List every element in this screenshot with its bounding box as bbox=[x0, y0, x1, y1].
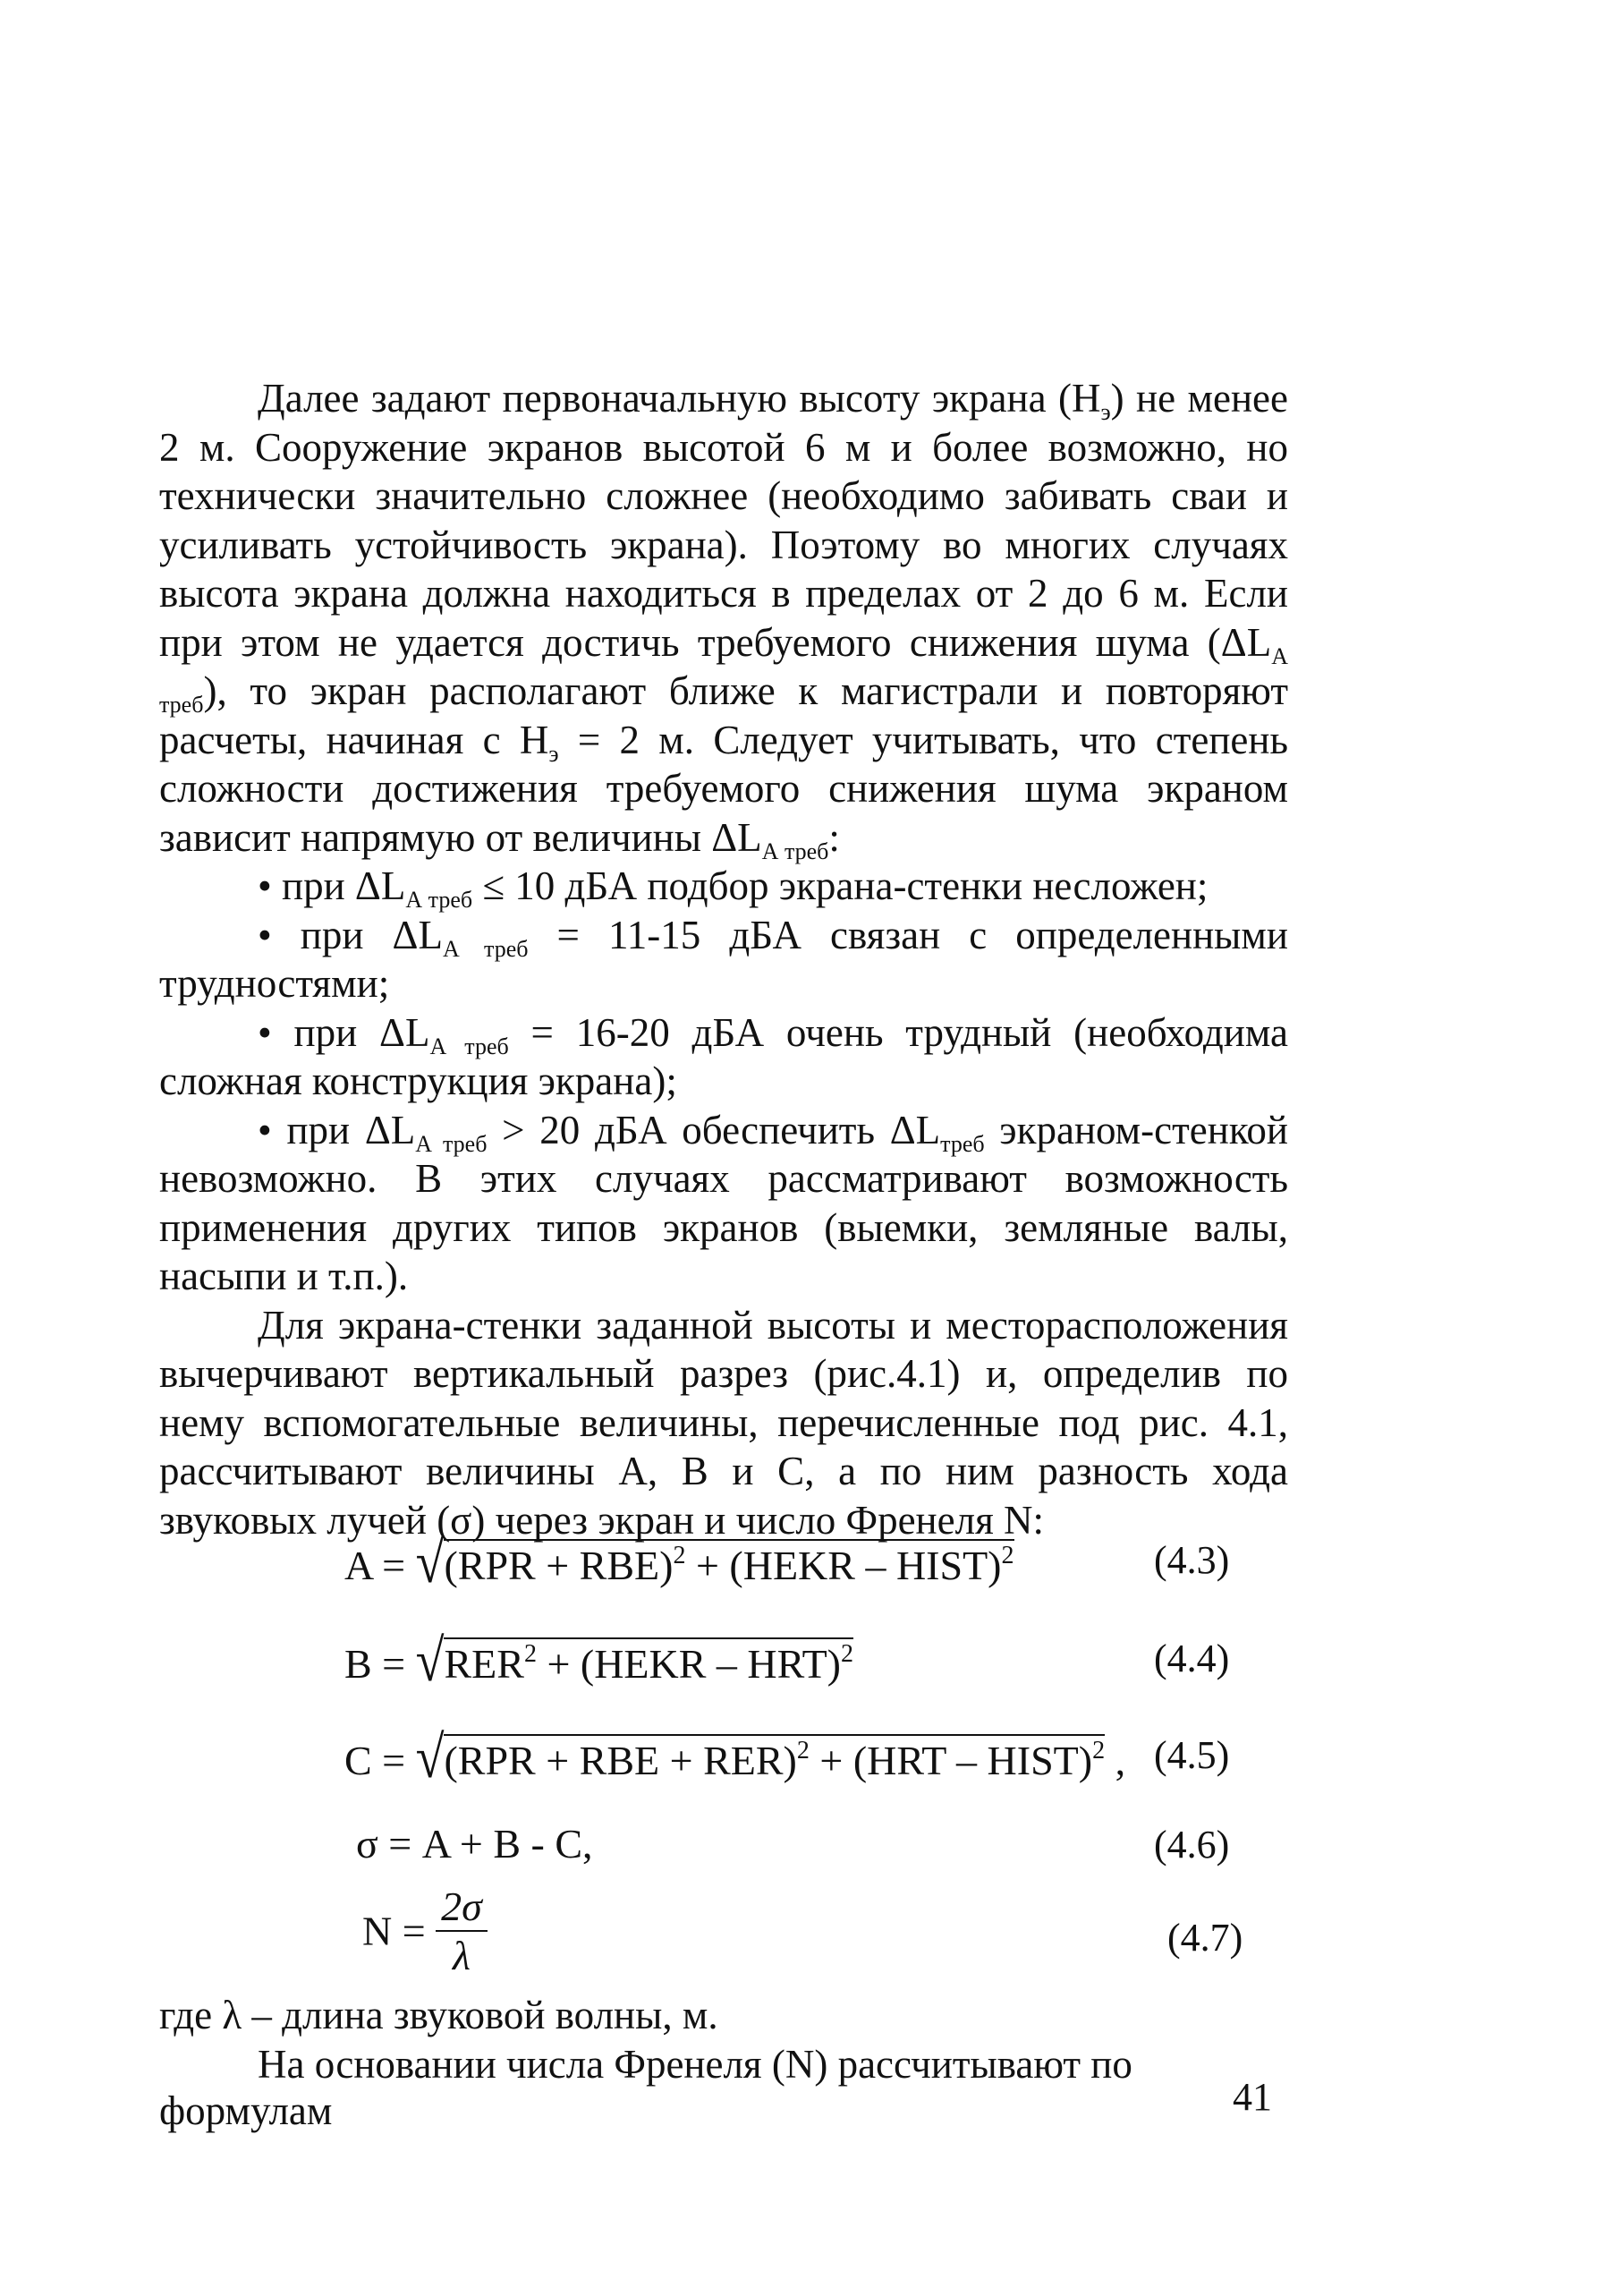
sqrt-symbol: √ bbox=[415, 1627, 445, 1694]
paragraph-screen: Для экрана-стенки заданной высоты и месторасположения вычерчивают вертикальный разрез (рис.4.1) и, определив по нему вспомогательные величины, перечисленные под рис. 4.1, рассчитывают величины А, В и С, а по ним разность хода звуковых лучей (σ) через экран и число Френеля N: bbox=[159, 1302, 1288, 1543]
formula-a: A = √(RPR + RBE)$^2$ + (HEKR – HIST)$^2$ bbox=[344, 1528, 1014, 1595]
bullet-item: • при $\Delta L_{А треб} \le 10$ дБА подбор экрана-стенки несложен; bbox=[258, 863, 1209, 913]
formula-sigma: σ = A + B - C, bbox=[356, 1821, 593, 1867]
formula-c: C = √(RPR + RBE + RER)$^2$ + (HRT – HIST)$^2$ , bbox=[344, 1723, 1126, 1790]
formula-number: (4.7) bbox=[1167, 1916, 1243, 1960]
bullet-item: • при $\Delta L_{А треб} = 11-15$ дБА связан с определенными трудностями; bbox=[159, 912, 1288, 1006]
formula-number: (4.4) bbox=[1154, 1637, 1230, 1680]
formula-fresnel: N = $\frac{2\sigma}{\lambda}$ bbox=[362, 1883, 488, 1979]
sqrt-symbol: √ bbox=[415, 1723, 445, 1790]
paragraph-intro: Далее задают первоначальную высоту экрана $(Н_э)$ не менее 2 м. Сооружение экранов высотой 6 м и более возможно, но технически значительно сложнее (необходимо забивать сваи и усиливать устойчивость экрана). Поэтому во многих случаях высота экрана должна находиться в пределах от 2 до 6 м. Если при этом не удается достичь требуемого снижения шума $(\Delta L_{А треб})$, то экран располагают ближе к магистрали и повторяют расчеты, начиная с $Н_э = 2$ м. Следует учитывать, что степень сложности достижения требуемого снижения шума экраном зависит напрямую от величины $\Delta L_{А треб}$: bbox=[159, 376, 1288, 864]
formula-number: (4.3) bbox=[1154, 1538, 1230, 1582]
bullet-item: • при $\Delta L_{А треб} > 20$ дБА обеспечить $\Delta L_{треб}$ экраном-стенкой невозможно. В этих случаях рассматривают возможность применения других типов экранов (выемки, земляные валы, насыпи и т.п.). bbox=[159, 1107, 1288, 1298]
page-number: 41 bbox=[1233, 2075, 1272, 2119]
formula-b: $B = √RER^2$ + (HEKR – HRT)$^2$ bbox=[344, 1627, 853, 1694]
formula-number: (4.5) bbox=[1154, 1733, 1230, 1777]
where-clause: где λ – длина звуковой волны, м. bbox=[159, 1993, 718, 2037]
fraction: $\frac{2\sigma}{\lambda}$ bbox=[436, 1883, 488, 1979]
bullet-item: • при $\Delta L_{А треб} = 16-20$ дБА очень трудный (необходима сложная конструкция экрана); bbox=[159, 1009, 1288, 1103]
formula-number: (4.6) bbox=[1154, 1823, 1230, 1867]
paragraph-last: На основании числа Френеля (N) рассчитывают по формулам bbox=[159, 2042, 1132, 2133]
sqrt-symbol: √ bbox=[415, 1528, 445, 1595]
main-text bbox=[159, 374, 1288, 1544]
